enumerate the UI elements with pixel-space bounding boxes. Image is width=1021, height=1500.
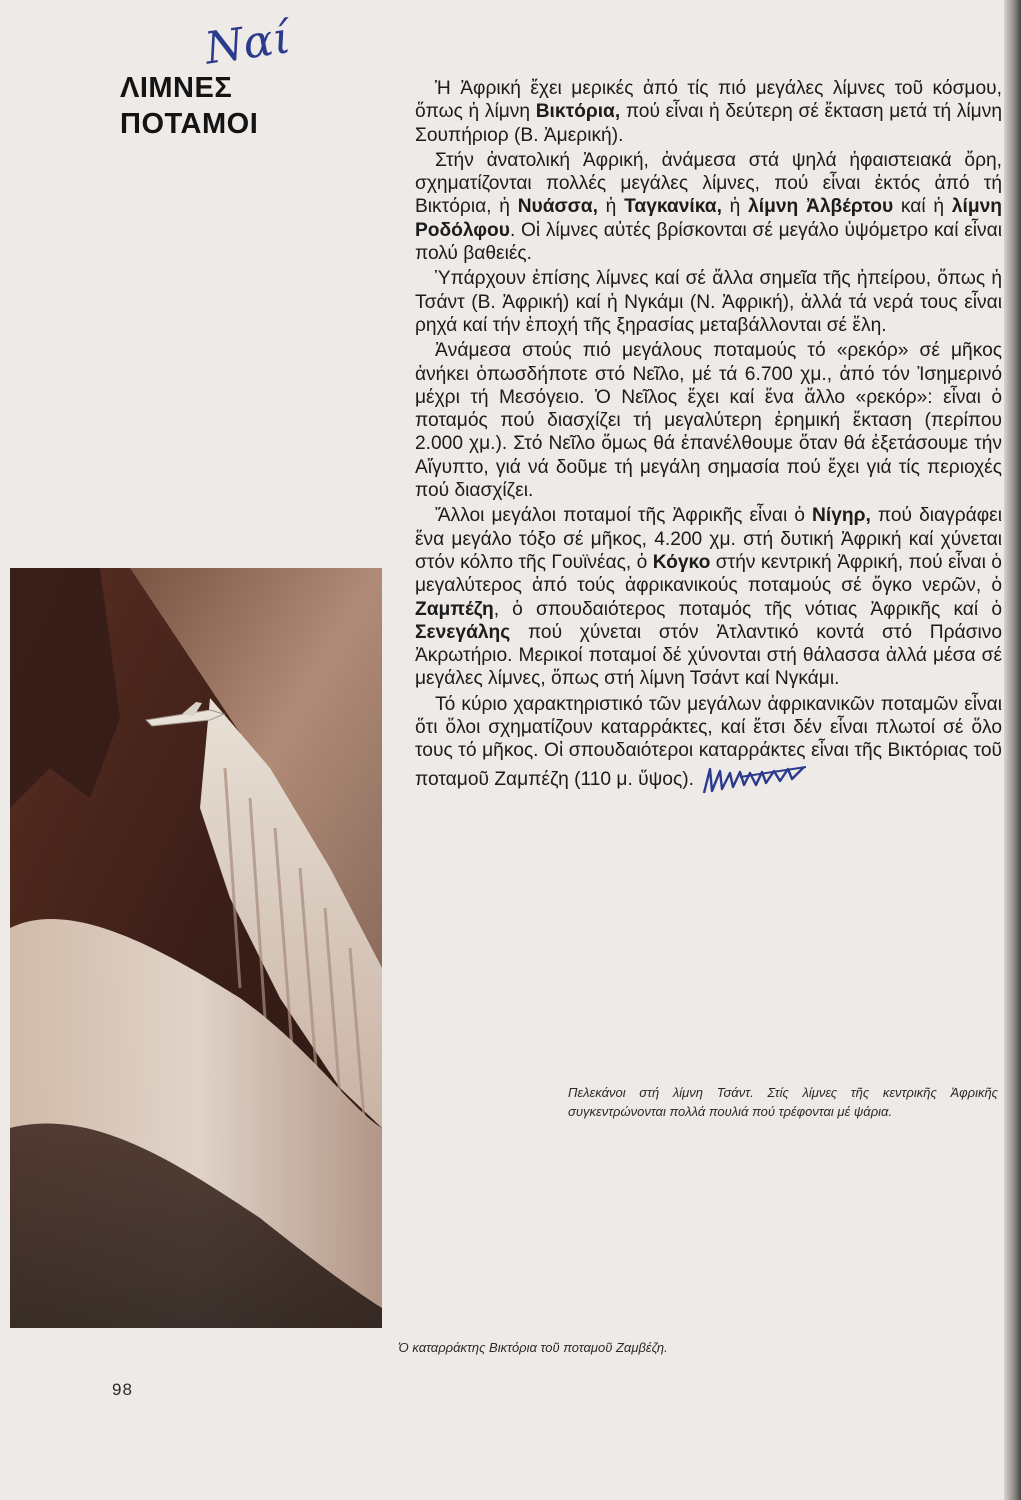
caption-falls: Ὁ καταρράκτης Βικτόρια τοῦ ποταμοῦ Ζαμβέζη. — [398, 1340, 668, 1355]
bold-run: λίμνη Ἀλβέρτου — [748, 196, 894, 218]
text-run: Ἡ Ἀφρική ἔχει μερικές ἀπό τίς πιό μεγάλες λίμνες τοῦ κόσμου, ὅπως ἡ λίμνη — [415, 78, 1002, 123]
bold-run: Νίγηρ, — [812, 505, 871, 527]
waterfall-illustration — [10, 568, 382, 1328]
text-run: . Οἱ λίμνες αὐτές βρίσκονται σέ μεγάλο ὑψόμετρο καί εἶναι πολύ βαθειές. — [415, 219, 1002, 265]
page-number: 98 — [112, 1380, 133, 1399]
text-run: στήν κεντρική Ἀφρική, πού εἶναι ὁ μεγαλύτερος ἀπό τούς ἀφρικανικούς ποταμούς σέ ὄγκο νερῶν, ὁ — [415, 551, 1002, 597]
text-run: πού εἶναι ἡ δεύτερη σέ ἔκταση μετά τή λίμνη Σουπήριορ (Β. Ἀμερική). — [415, 101, 1002, 146]
text-run: Ἄλλοι μεγάλοι ποταμοί τῆς Ἀφρικῆς εἶναι ὁ — [435, 505, 813, 527]
paragraph-2 — [415, 149, 1002, 265]
paragraph-4: Ἀνάμεσα στούς πιό μεγάλους ποταμούς τό «ρεκόρ» σέ μῆκος ἀνήκει ὁπωσδήποτε στό Νεῖλο, μέ τά 6.700 χμ., ἀπό τόν Ἰσημερινό μέχρι τή Μεσόγειο. Ὁ Νεῖλος ἔχει καί ἕνα ἄλλο «ρεκόρ»: εἶναι ὁ ποταμός πού διασχίζει τή μεγαλύτερη ἐρημική ἔκταση (περίπου 2.000 χμ.). Στό Νεῖλο ὅμως θά ἐπανέλθουμε ὅταν θά ἐξετάσουμε τήν Αἴγυπτο, γιά νά δοῦμε τή μεγάλη σημασία πού ἔχει γιά τίς περιοχές πού διασχίζει. — [415, 340, 1002, 502]
handwritten-annotation: Ναί — [201, 12, 294, 75]
bold-run: Σενεγάλης — [415, 621, 511, 643]
text-run: ἡ — [597, 196, 625, 218]
section-heading — [120, 70, 258, 142]
body-text — [415, 77, 1002, 797]
heading-line-lakes: ΛΙΜΝΕΣ — [120, 72, 233, 104]
paragraph-3: Ὑπάρχουν ἐπίσης λίμνες καί σέ ἄλλα σημεῖα τῆς ἠπείρου, ὅπως ἡ Τσάντ (Β. Ἀφρική) καί ἡ Νγκάμι (Ν. Ἀφρική), ἀλλά τά νερά τους εἶναι ρηχά καί τήν ἐποχή τῆς ξηρασίας μεταβάλλονται σέ ἕλη. — [415, 268, 1002, 336]
text-run: καί ἡ — [893, 196, 952, 218]
paragraph-5 — [415, 504, 1002, 690]
bold-run: λίμνη Ροδόλφου — [415, 196, 1002, 241]
text-run: Στήν ἀνατολική Ἀφρική, ἀνάμεσα στά ψηλά ἡφαιστειακά ὄρη, σχηματίζονται πολλές μεγάλες λίμνες, πού εἶναι ἐκτός ἀπό τή Βικτόρια, ἡ — [415, 149, 1002, 218]
handwritten-signature — [700, 763, 812, 797]
text-run: πού διαγράφει ἕνα μεγάλο τόξο σέ μῆκος, 4.200 χμ. στή δυτική Ἀφρική καί χύνεται στόν κόλπο τῆς Γουϊνέας, ὁ — [415, 505, 1002, 573]
text-run: , ὁ σπουδαιότερος ποταμός τῆς νότιας Ἀφρικῆς καί ὁ — [493, 598, 1002, 620]
heading-line-rivers: ΠΟΤΑΜΟΙ — [120, 108, 259, 140]
bold-run: Ταγκανίκα, — [624, 196, 722, 218]
paragraph-1 — [415, 77, 1002, 147]
caption-pelicans: Πελεκάνοι στή λίμνη Τσάντ. Στίς λίμνες τῆς κεντρικῆς Ἀφρικῆς συγκεντρώνονται πολλά πουλιά πού τρέφονται μέ ψάρια. — [568, 1085, 998, 1119]
bold-run: Κόγκο — [652, 551, 711, 573]
page-edge-shadow — [1004, 0, 1021, 1500]
text-run: Τό κύριο χαρακτηριστικό τῶν μεγάλων ἀφρικανικῶν ποταμῶν εἶναι ὅτι ὅλοι σχηματίζουν καταρράκτες, καί ἔτσι δέν εἶναι πλωτοί σέ ὅλο τους τό μῆκος. Οἱ σπουδαιότεροι καταρράκτες εἶναι τῆς Βικτόριας τοῦ ποταμοῦ Ζαμπέζη (110 μ. ὕψος). — [415, 693, 1002, 790]
waterfall-photo — [10, 568, 382, 1328]
paragraph-6 — [415, 693, 1002, 797]
bold-run: Νυάσσα, — [517, 196, 598, 218]
text-run: πού χύνεται στόν Ἀτλαντικό κοντά στό Πράσινο Ἀκρωτήριο. Μερικοί ποταμοί δέ χύνονται στή θάλασσα ἀλλά μέσα σέ μεγάλες λίμνες, ὅπως στή λίμνη Τσάντ καί Νγκάμι. — [415, 621, 1002, 690]
text-run: ἡ — [721, 196, 749, 218]
bold-run: Ζαμπέζη — [415, 598, 494, 620]
bold-run: Βικτόρια, — [535, 101, 621, 123]
